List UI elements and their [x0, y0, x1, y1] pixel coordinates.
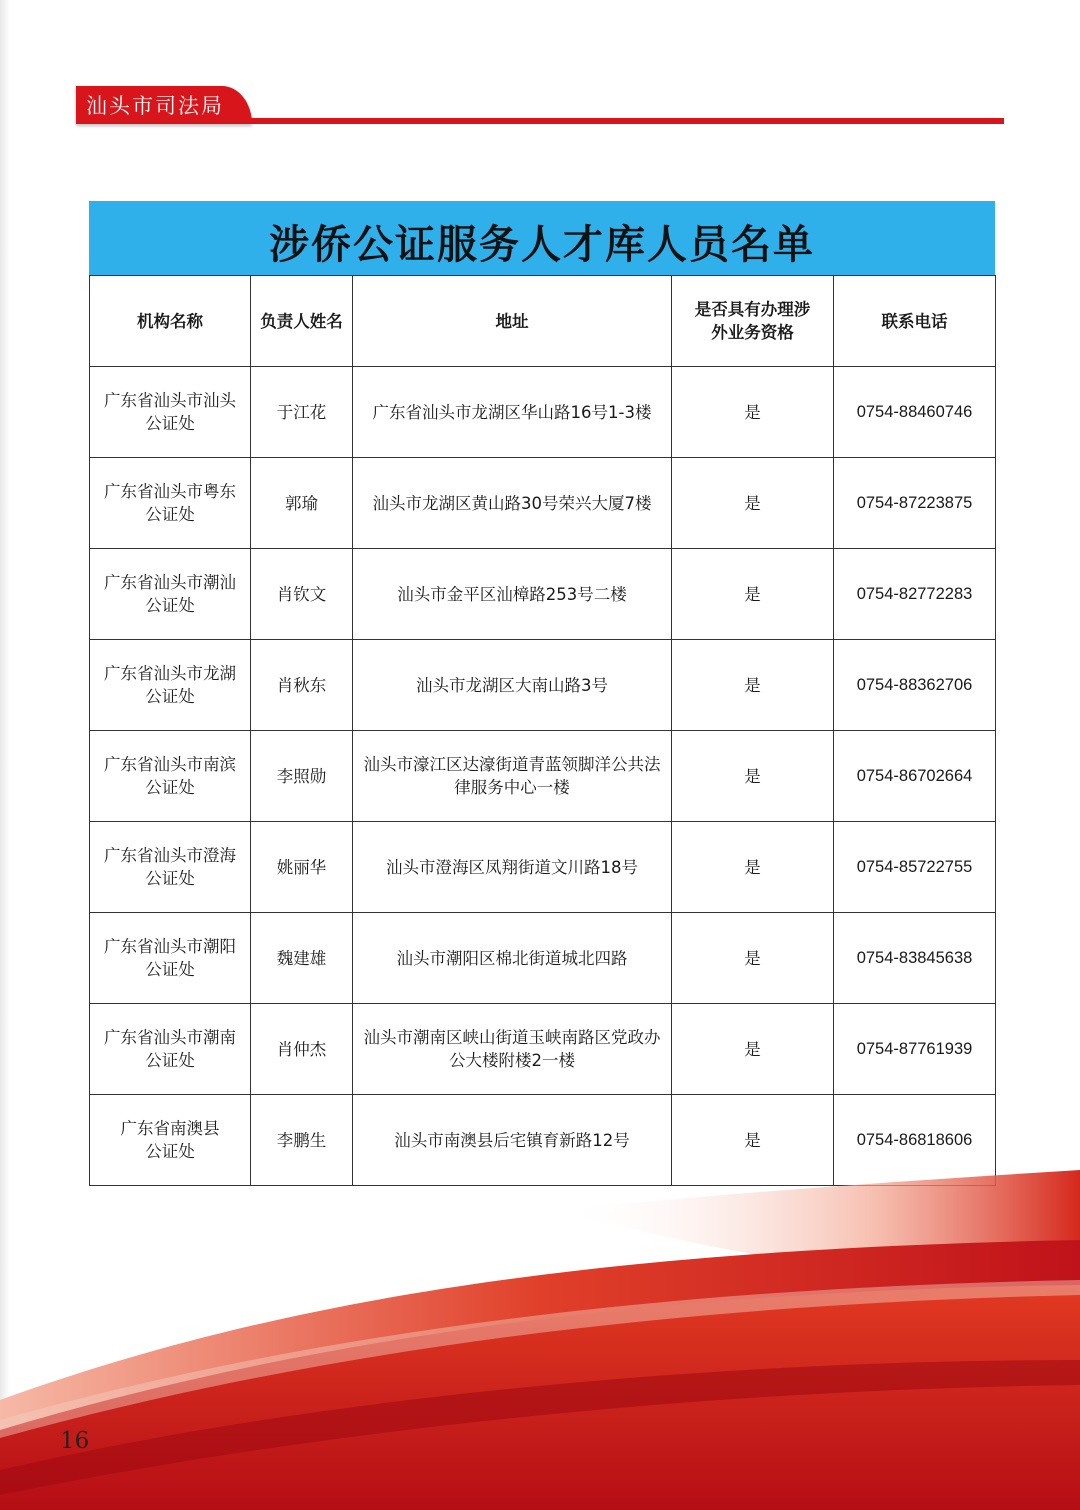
roster-table — [89, 275, 996, 1186]
qualified-cell: 是 — [672, 367, 834, 458]
table-row — [90, 913, 996, 1004]
table-row — [90, 367, 996, 458]
phone-cell: 0754-86818606 — [834, 1095, 996, 1186]
col-header-person: 负责人姓名 — [251, 276, 353, 367]
table-row — [90, 822, 996, 913]
phone-cell: 0754-86702664 — [834, 731, 996, 822]
address-cell: 广东省汕头市龙湖区华山路16号1-3楼 — [353, 367, 672, 458]
page-title: 涉侨公证服务人才库人员名单 — [269, 221, 815, 268]
phone-cell: 0754-87761939 — [834, 1004, 996, 1095]
phone-cell: 0754-82772283 — [834, 549, 996, 640]
qualified-cell: 是 — [672, 913, 834, 1004]
org-cell: 广东省汕头市潮汕公证处 — [90, 549, 251, 640]
qualified-cell: 是 — [672, 822, 834, 913]
col-header-qualified: 是否具有办理涉外业务资格 — [672, 276, 834, 367]
person-cell: 李鹏生 — [251, 1095, 353, 1186]
qualified-cell: 是 — [672, 1095, 834, 1186]
org-cell: 广东省汕头市南滨公证处 — [90, 731, 251, 822]
person-cell: 肖仲杰 — [251, 1004, 353, 1095]
phone-cell: 0754-83845638 — [834, 913, 996, 1004]
person-cell: 李照勋 — [251, 731, 353, 822]
org-cell: 广东省汕头市澄海公证处 — [90, 822, 251, 913]
address-cell: 汕头市南澳县后宅镇育新路12号 — [353, 1095, 672, 1186]
org-cell: 广东省汕头市龙湖公证处 — [90, 640, 251, 731]
person-cell: 姚丽华 — [251, 822, 353, 913]
phone-cell: 0754-87223875 — [834, 458, 996, 549]
qualified-cell: 是 — [672, 731, 834, 822]
header-tab — [76, 86, 252, 124]
table-row — [90, 640, 996, 731]
org-cell: 广东省汕头市粤东公证处 — [90, 458, 251, 549]
col-header-address: 地址 — [353, 276, 672, 367]
person-cell: 魏建雄 — [251, 913, 353, 1004]
address-cell: 汕头市金平区汕樟路253号二楼 — [353, 549, 672, 640]
person-cell: 肖秋东 — [251, 640, 353, 731]
table-row — [90, 1004, 996, 1095]
header-label: 汕头市司法局 — [86, 94, 224, 118]
phone-cell: 0754-85722755 — [834, 822, 996, 913]
phone-cell: 0754-88362706 — [834, 640, 996, 731]
table-row — [90, 549, 996, 640]
table-row — [90, 458, 996, 549]
org-cell: 广东省汕头市潮南公证处 — [90, 1004, 251, 1095]
address-cell: 汕头市潮南区峡山街道玉峡南路区党政办公大楼附楼2一楼 — [353, 1004, 672, 1095]
address-cell: 汕头市龙湖区黄山路30号荣兴大厦7楼 — [353, 458, 672, 549]
org-cell: 广东省南澳县公证处 — [90, 1095, 251, 1186]
address-cell: 汕头市澄海区凤翔街道文川路18号 — [353, 822, 672, 913]
qualified-cell: 是 — [672, 458, 834, 549]
col-header-phone: 联系电话 — [834, 276, 996, 367]
col-header-org: 机构名称 — [90, 276, 251, 367]
red-wave-decoration — [0, 1170, 1080, 1510]
address-cell: 汕头市濠江区达濠街道青蓝领脚洋公共法律服务中心一楼 — [353, 731, 672, 822]
title-band — [89, 201, 995, 275]
person-cell: 肖钦文 — [251, 549, 353, 640]
org-cell: 广东省汕头市汕头公证处 — [90, 367, 251, 458]
address-cell: 汕头市龙湖区大南山路3号 — [353, 640, 672, 731]
person-cell: 于江花 — [251, 367, 353, 458]
table-row — [90, 731, 996, 822]
phone-cell: 0754-88460746 — [834, 367, 996, 458]
org-cell: 广东省汕头市潮阳公证处 — [90, 913, 251, 1004]
header-rule — [240, 118, 1004, 124]
page-number: 16 — [60, 1428, 90, 1454]
qualified-cell: 是 — [672, 1004, 834, 1095]
qualified-cell: 是 — [672, 549, 834, 640]
address-cell: 汕头市潮阳区棉北街道城北四路 — [353, 913, 672, 1004]
qualified-cell: 是 — [672, 640, 834, 731]
table-header-row — [90, 276, 996, 367]
person-cell: 郭瑜 — [251, 458, 353, 549]
